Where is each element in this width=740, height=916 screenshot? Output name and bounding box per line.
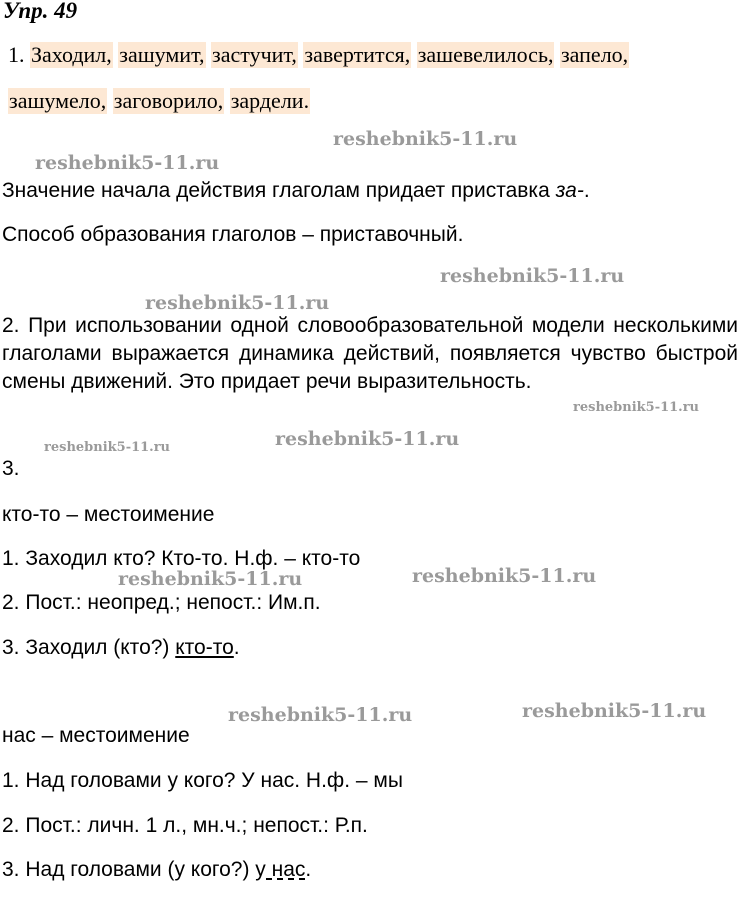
exercise-title: Упр. 49: [3, 0, 78, 23]
meaning-end: .: [583, 179, 590, 202]
analysis1-line3: [2, 635, 240, 661]
analysis2-line1: 1. Над головами у кого? У нас. Н.ф. – мы: [2, 769, 403, 792]
verb-word: зашумит,: [119, 42, 205, 67]
watermark: reshebnik5-11.ru: [228, 704, 413, 726]
watermark: reshebnik5-11.ru: [573, 400, 700, 415]
verb-word: зашевелилось,: [417, 42, 554, 67]
analysis2-line2: 2. Пост.: личн. 1 л., мн.ч.; непост.: Р.п.: [2, 814, 368, 837]
analysis1-line2: 2. Пост.: неопред.; непост.: Им.п.: [2, 591, 321, 614]
watermark: reshebnik5-11.ru: [412, 565, 597, 587]
analysis1-line3-text: 3. Заходил (кто?): [2, 636, 176, 659]
analysis1-line3-end: .: [233, 636, 240, 659]
verbs-line-1: [8, 42, 629, 68]
prefix: за-: [555, 179, 584, 202]
part1-number: 1.: [8, 42, 25, 67]
meaning-sentence: [2, 178, 590, 204]
verb-word: завертится,: [304, 42, 411, 67]
watermark: reshebnik5-11.ru: [118, 568, 303, 590]
meaning-text: Значение начала действия глаголам придает приставка: [2, 179, 556, 202]
verb-word: застучит,: [212, 42, 297, 67]
part3-number: 3.: [2, 457, 20, 480]
verb-word: Заходил,: [31, 42, 112, 67]
analysis2-line3: [2, 857, 311, 883]
analysis1-word: кто-то: [175, 636, 234, 659]
verb-word: заговорило,: [113, 88, 224, 113]
watermark: reshebnik5-11.ru: [145, 292, 330, 314]
analysis2-line3-text: 3. Над головами (у кого?): [2, 858, 256, 881]
watermark: reshebnik5-11.ru: [440, 265, 625, 287]
method-sentence: Способ образования глаголов – приставочный.: [2, 223, 464, 246]
analysis2-line3-end: .: [305, 858, 312, 881]
watermark: reshebnik5-11.ru: [522, 700, 707, 722]
watermark: reshebnik5-11.ru: [333, 128, 518, 150]
watermark: reshebnik5-11.ru: [275, 428, 460, 450]
verb-word: запело,: [560, 42, 629, 67]
analysis2-word: у нас: [255, 858, 306, 881]
analysis1-line1: 1. Заходил кто? Кто-то. Н.ф. – кто-то: [2, 547, 361, 570]
analysis1-heading: кто-то – местоимение: [2, 503, 215, 526]
watermark: reshebnik5-11.ru: [44, 440, 171, 455]
analysis2-heading: нас – местоимение: [2, 724, 190, 747]
verb-word: зардели.: [230, 88, 310, 113]
part2-paragraph: 2. При использовании одной словообразовательной модели несколькими глаголами выражается динамика действий, появляется чувство быстрой смены движений. Это придает речи выразительность.: [2, 314, 738, 393]
verb-word: зашумело,: [9, 88, 107, 113]
watermark: reshebnik5-11.ru: [35, 152, 220, 174]
verbs-line-2: [8, 88, 310, 114]
